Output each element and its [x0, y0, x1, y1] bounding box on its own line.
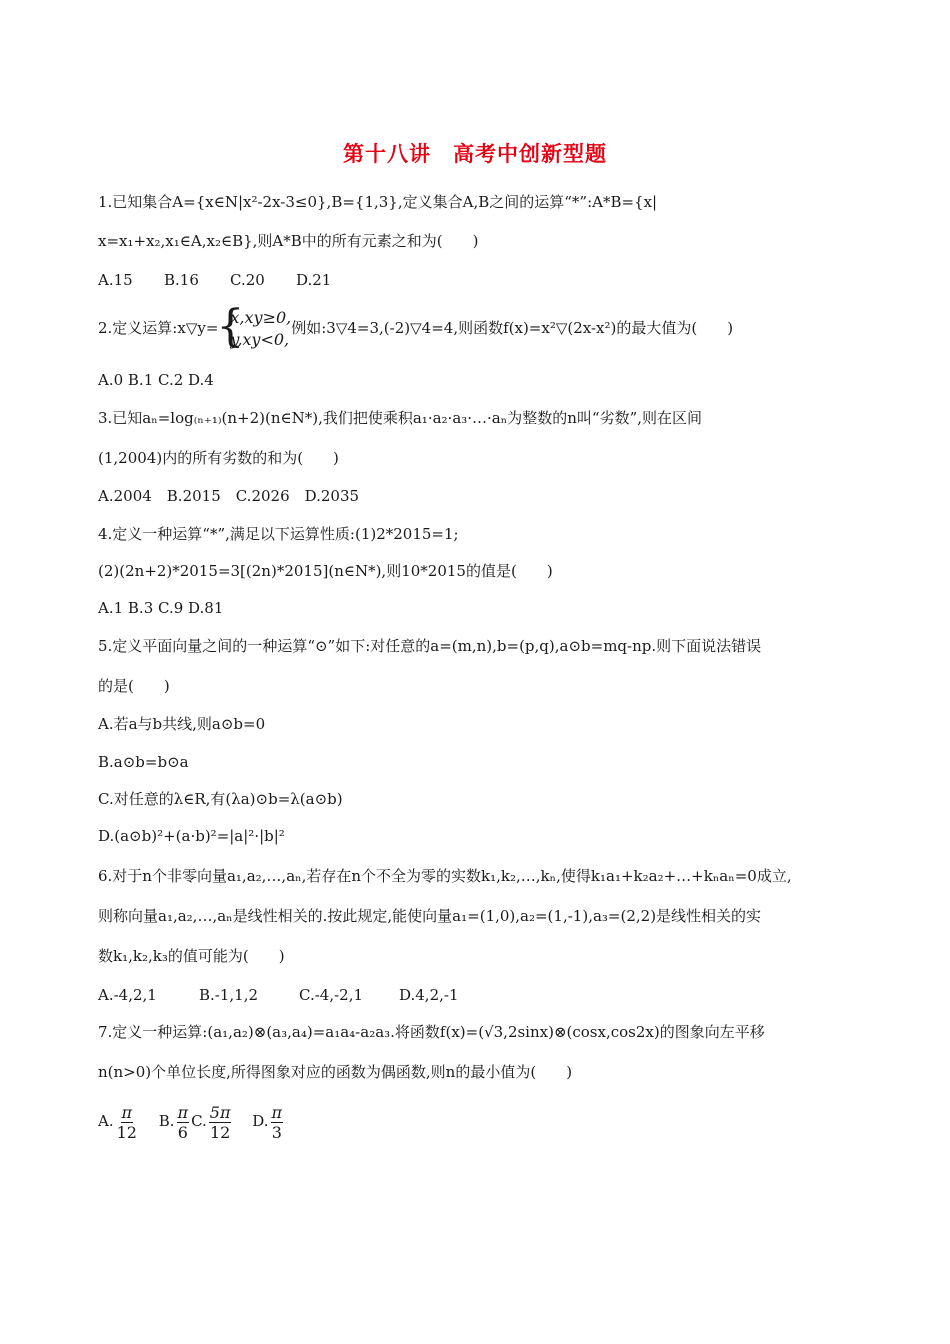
q6-option-d: D.4,2,-1: [399, 986, 459, 1004]
q7-option-b-label: B.: [158, 1112, 175, 1130]
q7-option-d-label: D.: [252, 1112, 269, 1130]
q7-option-c-label: C.: [191, 1112, 207, 1130]
q5-stem-line2: 的是( ): [98, 677, 170, 695]
q5-option-a: A.若a与b共线,则a⊙b=0: [98, 715, 266, 733]
q7-option-d-denominator: 3: [271, 1122, 282, 1142]
q5-stem-line1: 5.定义平面向量之间的一种运算“⊙”如下:对任意的a=(m,n),b=(p,q),a⊙b=mq-np.则下面说法错误: [98, 637, 762, 655]
q5-option-b: B.a⊙b=b⊙a: [98, 753, 189, 771]
q6-option-a: A.-4,2,1: [98, 986, 157, 1004]
q7-option-c-denominator: 12: [209, 1122, 231, 1142]
q7-option-a-label: A.: [98, 1112, 114, 1130]
q1-option-d: D.21: [296, 271, 332, 289]
q5-option-d: D.(a⊙b)²+(a·b)²=|a|²·|b|²: [98, 827, 285, 845]
q6-stem-line3: 数k₁,k₂,k₃的值可能为( ): [98, 947, 285, 965]
q7-option-c-fraction: [209, 1103, 232, 1142]
q7-option-d-fraction: [271, 1103, 284, 1142]
q3-stem-line2: (1,2004)内的所有劣数的和为( ): [98, 449, 339, 467]
q1-option-b: B.16: [164, 271, 199, 289]
q7-option-a-denominator: 12: [116, 1122, 137, 1142]
q2-case-1: { x,xy≥0,: [230, 308, 292, 327]
q7-option-a-fraction: [116, 1103, 138, 1142]
q7-stem-line2: n(n>0)个单位长度,所得图象对应的函数为偶函数,则n的最小值为( ): [98, 1063, 573, 1081]
q2-piecewise: [220, 307, 291, 351]
q4-stem-line1: 4.定义一种运算“*”,满足以下运算性质:(1)2*2015=1;: [98, 525, 459, 543]
page-title: 第十八讲 高考中创新型题: [343, 142, 607, 166]
q7-option-a-numerator: π: [121, 1102, 133, 1122]
q1-stem-line1: 1.已知集合A={x∈N|x²-2x-3≤0},B={1,3},定义集合A,B之间的运算“*”:A*B={x|: [98, 193, 658, 211]
q1-options: [98, 270, 331, 290]
q6-options: [98, 985, 459, 1005]
q2-case-2: y,xy<0,: [230, 330, 290, 349]
q4-options: A.1 B.3 C.9 D.81: [98, 599, 224, 617]
q7-options: [98, 1100, 285, 1142]
q7-option-c-numerator: 5π: [209, 1102, 231, 1122]
q6-option-b: B.-1,1,2: [199, 986, 259, 1004]
q2-stem-pre: 2.定义运算:x▽y=: [98, 319, 219, 337]
q3-options: A.2004 B.2015 C.2026 D.2035: [98, 487, 360, 505]
q7-option-b-fraction: [177, 1103, 190, 1142]
q5-option-c: C.对任意的λ∈R,有(λa)⊙b=λ(a⊙b): [98, 790, 343, 808]
q1-stem-line2: x=x₁+x₂,x₁∈A,x₂∈B},则A*B中的所有元素之和为( ): [98, 232, 479, 250]
q1-option-c: C.20: [230, 271, 265, 289]
q1-option-a: A.15: [98, 271, 133, 289]
q2-options: A.0 B.1 C.2 D.4: [98, 371, 214, 389]
q2-stem: [98, 306, 733, 351]
q6-option-c: C.-4,-2,1: [299, 986, 364, 1004]
q7-option-d-numerator: π: [271, 1102, 283, 1122]
q7-option-b-numerator: π: [177, 1102, 189, 1122]
q7-option-b-denominator: 6: [177, 1122, 188, 1142]
q4-stem-line2: (2)(2n+2)*2015=3[(2n)*2015](n∈N*),则10*2015的值是( ): [98, 562, 553, 580]
q3-stem-line1: 3.已知aₙ=log₍ₙ₊₁₎(n+2)(n∈N*),我们把使乘积a₁·a₂·a₃·…·aₙ为整数的n叫“劣数”,则在区间: [98, 409, 703, 427]
q6-stem-line2: 则称向量a₁,a₂,…,aₙ是线性相关的.按此规定,能使向量a₁=(1,0),a₂=(1,-1),a₃=(2,2)是线性相关的实: [98, 907, 762, 925]
q6-stem-line1: 6.对于n个非零向量a₁,a₂,…,aₙ,若存在n个不全为零的实数k₁,k₂,…,kₙ,使得k₁a₁+k₂a₂+…+kₙaₙ=0成立,: [98, 867, 792, 885]
q2-stem-post: 例如:3▽4=3,(-2)▽4=4,则函数f(x)=x²▽(2x-x²)的最大值为( ): [291, 319, 734, 337]
q7-stem-line1: 7.定义一种运算:(a₁,a₂)⊗(a₃,a₄)=a₁a₄-a₂a₃.将函数f(x)=(√3,2sinx)⊗(cosx,cos2x)的图象向左平移: [98, 1023, 765, 1041]
